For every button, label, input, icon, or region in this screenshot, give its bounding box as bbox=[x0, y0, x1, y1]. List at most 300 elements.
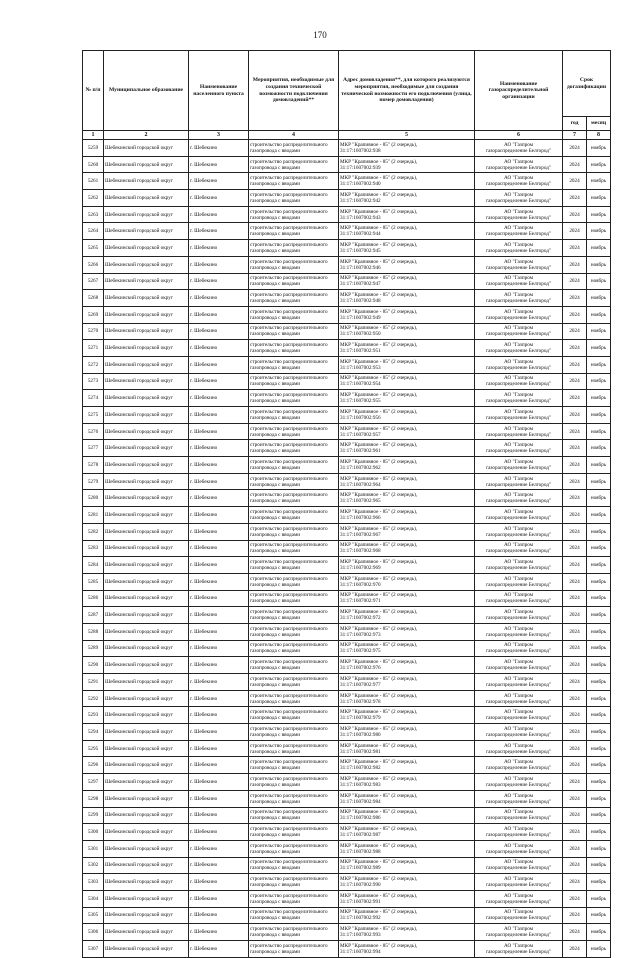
row-year: 2024 bbox=[563, 423, 587, 440]
row-activity: строительство распределительного газопровода с вводами bbox=[249, 690, 339, 707]
row-number: 5292 bbox=[83, 690, 104, 707]
row-number: 5270 bbox=[83, 323, 104, 340]
row-number: 5280 bbox=[83, 490, 104, 507]
row-municipality: Шебекинский городской округ bbox=[104, 707, 189, 724]
row-year: 2024 bbox=[563, 790, 587, 807]
row-org: АО "Газпром газораспределение Белгород" bbox=[475, 523, 563, 540]
table-row bbox=[83, 874, 611, 891]
row-activity: строительство распределительного газопровода с вводами bbox=[249, 924, 339, 941]
row-municipality: Шебекинский городской округ bbox=[104, 190, 189, 207]
row-number: 5300 bbox=[83, 824, 104, 841]
row-number: 5302 bbox=[83, 857, 104, 874]
table-row bbox=[83, 774, 611, 791]
row-month: ноябрь bbox=[587, 774, 611, 791]
table-row bbox=[83, 740, 611, 757]
row-activity: строительство распределительного газопровода с вводами bbox=[249, 790, 339, 807]
table-row bbox=[83, 590, 611, 607]
row-municipality: Шебекинский городской округ bbox=[104, 423, 189, 440]
row-org: АО "Газпром газораспределение Белгород" bbox=[475, 156, 563, 173]
row-org: АО "Газпром газораспределение Белгород" bbox=[475, 273, 563, 290]
row-locality: г. Шебекино bbox=[189, 523, 249, 540]
row-locality: г. Шебекино bbox=[189, 657, 249, 674]
row-org: АО "Газпром газораспределение Белгород" bbox=[475, 140, 563, 157]
header-locality: Наименование населенного пункта bbox=[189, 51, 249, 131]
row-year: 2024 bbox=[563, 924, 587, 941]
row-address: МКР "Крапивное - 85" (2 очередь), 31:17:1607002:987 bbox=[339, 824, 475, 841]
row-locality: г. Шебекино bbox=[189, 790, 249, 807]
row-month: ноябрь bbox=[587, 223, 611, 240]
row-activity: строительство распределительного газопровода с вводами bbox=[249, 707, 339, 724]
header-address: Адрес домовладения**, для которого реализуются мероприятия, необходимые для создания технической возможности его подключения (улица, номер домовладения) bbox=[339, 51, 475, 131]
row-year: 2024 bbox=[563, 824, 587, 841]
row-activity: строительство распределительного газопровода с вводами bbox=[249, 557, 339, 574]
row-year: 2024 bbox=[563, 373, 587, 390]
row-locality: г. Шебекино bbox=[189, 590, 249, 607]
row-year: 2024 bbox=[563, 807, 587, 824]
header-deadline: Срок догазификации bbox=[563, 51, 611, 117]
row-month: ноябрь bbox=[587, 273, 611, 290]
row-month: ноябрь bbox=[587, 473, 611, 490]
row-year: 2024 bbox=[563, 874, 587, 891]
row-number: 5278 bbox=[83, 457, 104, 474]
row-activity: строительство распределительного газопровода с вводами bbox=[249, 373, 339, 390]
row-municipality: Шебекинский городской округ bbox=[104, 857, 189, 874]
row-activity: строительство распределительного газопровода с вводами bbox=[249, 840, 339, 857]
row-number: 5297 bbox=[83, 774, 104, 791]
table-row bbox=[83, 707, 611, 724]
row-number: 5295 bbox=[83, 740, 104, 757]
row-month: ноябрь bbox=[587, 890, 611, 907]
row-locality: г. Шебекино bbox=[189, 707, 249, 724]
row-year: 2024 bbox=[563, 573, 587, 590]
row-month: ноябрь bbox=[587, 423, 611, 440]
row-number: 5263 bbox=[83, 206, 104, 223]
row-month: ноябрь bbox=[587, 190, 611, 207]
row-activity: строительство распределительного газопровода с вводами bbox=[249, 407, 339, 424]
row-month: ноябрь bbox=[587, 941, 611, 958]
row-activity: строительство распределительного газопровода с вводами bbox=[249, 490, 339, 507]
row-locality: г. Шебекино bbox=[189, 240, 249, 257]
row-address: МКР "Крапивное - 85" (2 очередь), 31:17:1607002:945 bbox=[339, 240, 475, 257]
row-municipality: Шебекинский городской округ bbox=[104, 273, 189, 290]
row-municipality: Шебекинский городской округ bbox=[104, 924, 189, 941]
row-locality: г. Шебекино bbox=[189, 457, 249, 474]
row-number: 5303 bbox=[83, 874, 104, 891]
row-municipality: Шебекинский городской округ bbox=[104, 557, 189, 574]
row-locality: г. Шебекино bbox=[189, 140, 249, 157]
row-month: ноябрь bbox=[587, 390, 611, 407]
table-row bbox=[83, 390, 611, 407]
row-year: 2024 bbox=[563, 457, 587, 474]
row-address: МКР "Крапивное - 85" (2 очередь), 31:17:1607002:943 bbox=[339, 206, 475, 223]
header-no: № п/п bbox=[83, 51, 104, 131]
row-number: 5264 bbox=[83, 223, 104, 240]
table-row bbox=[83, 440, 611, 457]
row-month: ноябрь bbox=[587, 507, 611, 524]
row-activity: строительство распределительного газопровода с вводами bbox=[249, 774, 339, 791]
row-activity: строительство распределительного газопровода с вводами bbox=[249, 440, 339, 457]
row-locality: г. Шебекино bbox=[189, 407, 249, 424]
row-municipality: Шебекинский городской округ bbox=[104, 824, 189, 841]
table-row bbox=[83, 941, 611, 958]
row-municipality: Шебекинский городской округ bbox=[104, 790, 189, 807]
table-row bbox=[83, 924, 611, 941]
row-activity: строительство распределительного газопровода с вводами bbox=[249, 623, 339, 640]
row-locality: г. Шебекино bbox=[189, 473, 249, 490]
table-row bbox=[83, 757, 611, 774]
table-row bbox=[83, 473, 611, 490]
row-locality: г. Шебекино bbox=[189, 573, 249, 590]
row-activity: строительство распределительного газопровода с вводами bbox=[249, 473, 339, 490]
row-address: МКР "Крапивное - 85" (2 очередь), 31:17:1607002:940 bbox=[339, 173, 475, 190]
row-address: МКР "Крапивное - 85" (2 очередь), 31:17:1607002:961 bbox=[339, 440, 475, 457]
row-address: МКР "Крапивное - 85" (2 очередь), 31:17:1607002:984 bbox=[339, 790, 475, 807]
row-month: ноябрь bbox=[587, 256, 611, 273]
row-org: АО "Газпром газораспределение Белгород" bbox=[475, 573, 563, 590]
row-locality: г. Шебекино bbox=[189, 356, 249, 373]
row-number: 5277 bbox=[83, 440, 104, 457]
row-org: АО "Газпром газораспределение Белгород" bbox=[475, 356, 563, 373]
row-org: АО "Газпром газораспределение Белгород" bbox=[475, 407, 563, 424]
row-month: ноябрь bbox=[587, 657, 611, 674]
row-number: 5306 bbox=[83, 924, 104, 941]
row-locality: г. Шебекино bbox=[189, 306, 249, 323]
row-address: МКР "Крапивное - 85" (2 очередь), 31:17:1607002:966 bbox=[339, 507, 475, 524]
header-year: год bbox=[563, 117, 587, 131]
row-address: МКР "Крапивное - 85" (2 очередь), 31:17:1607002:938 bbox=[339, 140, 475, 157]
row-locality: г. Шебекино bbox=[189, 390, 249, 407]
row-locality: г. Шебекино bbox=[189, 907, 249, 924]
row-activity: строительство распределительного газопровода с вводами bbox=[249, 140, 339, 157]
row-address: МКР "Крапивное - 85" (2 очередь), 31:17:1607002:971 bbox=[339, 590, 475, 607]
row-municipality: Шебекинский городской округ bbox=[104, 757, 189, 774]
row-month: ноябрь bbox=[587, 240, 611, 257]
table-row bbox=[83, 657, 611, 674]
row-org: АО "Газпром газораспределение Белгород" bbox=[475, 290, 563, 307]
row-address: МКР "Крапивное - 85" (2 очередь), 31:17:1607002:956 bbox=[339, 407, 475, 424]
row-municipality: Шебекинский городской округ bbox=[104, 907, 189, 924]
row-address: МКР "Крапивное - 85" (2 очередь), 31:17:1607002:978 bbox=[339, 690, 475, 707]
row-number: 5272 bbox=[83, 356, 104, 373]
row-address: МКР "Крапивное - 85" (2 очередь), 31:17:1607002:982 bbox=[339, 757, 475, 774]
row-address: МКР "Крапивное - 85" (2 очередь), 31:17:1607002:947 bbox=[339, 273, 475, 290]
row-year: 2024 bbox=[563, 440, 587, 457]
row-locality: г. Шебекино bbox=[189, 290, 249, 307]
row-municipality: Шебекинский городской округ bbox=[104, 941, 189, 958]
row-org: АО "Газпром газораспределение Белгород" bbox=[475, 690, 563, 707]
table-row bbox=[83, 640, 611, 657]
row-year: 2024 bbox=[563, 674, 587, 691]
row-month: ноябрь bbox=[587, 306, 611, 323]
row-municipality: Шебекинский городской округ bbox=[104, 173, 189, 190]
row-org: АО "Газпром газораспределение Белгород" bbox=[475, 807, 563, 824]
row-month: ноябрь bbox=[587, 690, 611, 707]
row-number: 5265 bbox=[83, 240, 104, 257]
table-row bbox=[83, 323, 611, 340]
row-month: ноябрь bbox=[587, 407, 611, 424]
table-row bbox=[83, 256, 611, 273]
table-row bbox=[83, 340, 611, 357]
row-address: МКР "Крапивное - 85" (2 очередь), 31:17:1607002:949 bbox=[339, 306, 475, 323]
row-address: МКР "Крапивное - 85" (2 очередь), 31:17:1607002:970 bbox=[339, 573, 475, 590]
row-org: АО "Газпром газораспределение Белгород" bbox=[475, 173, 563, 190]
row-org: АО "Газпром газораспределение Белгород" bbox=[475, 924, 563, 941]
row-month: ноябрь bbox=[587, 156, 611, 173]
row-activity: строительство распределительного газопровода с вводами bbox=[249, 590, 339, 607]
row-org: АО "Газпром газораспределение Белгород" bbox=[475, 306, 563, 323]
row-year: 2024 bbox=[563, 707, 587, 724]
table-row bbox=[83, 573, 611, 590]
row-month: ноябрь bbox=[587, 924, 611, 941]
row-org: АО "Газпром газораспределение Белгород" bbox=[475, 674, 563, 691]
row-year: 2024 bbox=[563, 273, 587, 290]
row-org: АО "Газпром газораспределение Белгород" bbox=[475, 607, 563, 624]
row-month: ноябрь bbox=[587, 674, 611, 691]
row-year: 2024 bbox=[563, 323, 587, 340]
row-org: АО "Газпром газораспределение Белгород" bbox=[475, 457, 563, 474]
row-locality: г. Шебекино bbox=[189, 607, 249, 624]
row-year: 2024 bbox=[563, 240, 587, 257]
row-number: 5296 bbox=[83, 757, 104, 774]
row-locality: г. Шебекино bbox=[189, 173, 249, 190]
row-address: МКР "Крапивное - 85" (2 очередь), 31:17:1607002:989 bbox=[339, 857, 475, 874]
row-locality: г. Шебекино bbox=[189, 323, 249, 340]
table-row bbox=[83, 790, 611, 807]
row-municipality: Шебекинский городской округ bbox=[104, 373, 189, 390]
row-month: ноябрь bbox=[587, 356, 611, 373]
row-locality: г. Шебекино bbox=[189, 623, 249, 640]
row-month: ноябрь bbox=[587, 540, 611, 557]
row-number: 5269 bbox=[83, 306, 104, 323]
table-row bbox=[83, 607, 611, 624]
row-year: 2024 bbox=[563, 757, 587, 774]
row-address: МКР "Крапивное - 85" (2 очередь), 31:17:1607002:994 bbox=[339, 941, 475, 958]
row-year: 2024 bbox=[563, 523, 587, 540]
row-address: МКР "Крапивное - 85" (2 очередь), 31:17:1607002:975 bbox=[339, 640, 475, 657]
row-org: АО "Газпром газораспределение Белгород" bbox=[475, 490, 563, 507]
table-row bbox=[83, 674, 611, 691]
row-org: АО "Газпром газораспределение Белгород" bbox=[475, 423, 563, 440]
row-month: ноябрь bbox=[587, 557, 611, 574]
row-address: МКР "Крапивное - 85" (2 очередь), 31:17:1607002:988 bbox=[339, 840, 475, 857]
row-month: ноябрь bbox=[587, 790, 611, 807]
row-municipality: Шебекинский городской округ bbox=[104, 340, 189, 357]
table-row bbox=[83, 890, 611, 907]
row-address: МКР "Крапивное - 85" (2 очередь), 31:17:1607002:942 bbox=[339, 190, 475, 207]
row-number: 5271 bbox=[83, 340, 104, 357]
header-municipality: Муниципальное образование bbox=[104, 51, 189, 131]
row-org: АО "Газпром газораспределение Белгород" bbox=[475, 590, 563, 607]
row-number: 5261 bbox=[83, 173, 104, 190]
row-month: ноябрь bbox=[587, 323, 611, 340]
table-row bbox=[83, 240, 611, 257]
row-month: ноябрь bbox=[587, 724, 611, 741]
row-municipality: Шебекинский городской округ bbox=[104, 874, 189, 891]
row-org: АО "Газпром газораспределение Белгород" bbox=[475, 507, 563, 524]
row-locality: г. Шебекино bbox=[189, 206, 249, 223]
column-number: 6 bbox=[475, 131, 563, 140]
row-address: МКР "Крапивное - 85" (2 очередь), 31:17:1607002:969 bbox=[339, 557, 475, 574]
row-org: АО "Газпром газораспределение Белгород" bbox=[475, 256, 563, 273]
header-month: месяц bbox=[587, 117, 611, 131]
row-org: АО "Газпром газораспределение Белгород" bbox=[475, 824, 563, 841]
row-municipality: Шебекинский городской округ bbox=[104, 690, 189, 707]
row-number: 5299 bbox=[83, 807, 104, 824]
row-number: 5274 bbox=[83, 390, 104, 407]
table-row bbox=[83, 156, 611, 173]
row-org: АО "Газпром газораспределение Белгород" bbox=[475, 907, 563, 924]
row-year: 2024 bbox=[563, 356, 587, 373]
table-row bbox=[83, 490, 611, 507]
row-month: ноябрь bbox=[587, 857, 611, 874]
row-org: АО "Газпром газораспределение Белгород" bbox=[475, 707, 563, 724]
row-year: 2024 bbox=[563, 223, 587, 240]
row-locality: г. Шебекино bbox=[189, 857, 249, 874]
row-locality: г. Шебекино bbox=[189, 690, 249, 707]
row-org: АО "Газпром газораспределение Белгород" bbox=[475, 740, 563, 757]
row-org: АО "Газпром газораспределение Белгород" bbox=[475, 223, 563, 240]
row-municipality: Шебекинский городской округ bbox=[104, 740, 189, 757]
row-locality: г. Шебекино bbox=[189, 423, 249, 440]
row-number: 5291 bbox=[83, 674, 104, 691]
row-activity: строительство распределительного газопровода с вводами bbox=[249, 156, 339, 173]
row-org: АО "Газпром газораспределение Белгород" bbox=[475, 473, 563, 490]
row-month: ноябрь bbox=[587, 490, 611, 507]
table-row bbox=[83, 356, 611, 373]
column-number: 4 bbox=[249, 131, 339, 140]
row-year: 2024 bbox=[563, 657, 587, 674]
row-month: ноябрь bbox=[587, 907, 611, 924]
row-locality: г. Шебекино bbox=[189, 824, 249, 841]
row-locality: г. Шебекино bbox=[189, 774, 249, 791]
row-municipality: Шебекинский городской округ bbox=[104, 807, 189, 824]
table-body bbox=[83, 140, 611, 958]
table-row bbox=[83, 623, 611, 640]
table-row bbox=[83, 857, 611, 874]
row-address: МКР "Крапивное - 85" (2 очередь), 31:17:1607002:955 bbox=[339, 390, 475, 407]
row-year: 2024 bbox=[563, 407, 587, 424]
row-org: АО "Газпром газораспределение Белгород" bbox=[475, 206, 563, 223]
row-org: АО "Газпром газораспределение Белгород" bbox=[475, 190, 563, 207]
row-year: 2024 bbox=[563, 557, 587, 574]
row-activity: строительство распределительного газопровода с вводами bbox=[249, 190, 339, 207]
row-municipality: Шебекинский городской округ bbox=[104, 640, 189, 657]
row-municipality: Шебекинский городской округ bbox=[104, 223, 189, 240]
row-locality: г. Шебекино bbox=[189, 540, 249, 557]
row-org: АО "Газпром газораспределение Белгород" bbox=[475, 857, 563, 874]
row-address: МКР "Крапивное - 85" (2 очередь), 31:17:1607002:991 bbox=[339, 890, 475, 907]
row-month: ноябрь bbox=[587, 206, 611, 223]
table-row bbox=[83, 907, 611, 924]
table-row bbox=[83, 724, 611, 741]
row-month: ноябрь bbox=[587, 173, 611, 190]
row-municipality: Шебекинский городской округ bbox=[104, 890, 189, 907]
column-number: 7 bbox=[563, 131, 587, 140]
row-locality: г. Шебекино bbox=[189, 190, 249, 207]
row-year: 2024 bbox=[563, 540, 587, 557]
row-activity: строительство распределительного газопровода с вводами bbox=[249, 290, 339, 307]
row-year: 2024 bbox=[563, 890, 587, 907]
row-org: АО "Газпром газораспределение Белгород" bbox=[475, 390, 563, 407]
row-number: 5289 bbox=[83, 640, 104, 657]
row-number: 5281 bbox=[83, 507, 104, 524]
row-activity: строительство распределительного газопровода с вводами bbox=[249, 256, 339, 273]
row-address: МКР "Крапивное - 85" (2 очередь), 31:17:1607002:950 bbox=[339, 323, 475, 340]
row-number: 5287 bbox=[83, 607, 104, 624]
row-municipality: Шебекинский городской округ bbox=[104, 473, 189, 490]
row-address: МКР "Крапивное - 85" (2 очередь), 31:17:1607002:993 bbox=[339, 924, 475, 941]
row-month: ноябрь bbox=[587, 757, 611, 774]
row-address: МКР "Крапивное - 85" (2 очередь), 31:17:1607002:977 bbox=[339, 674, 475, 691]
row-number: 5273 bbox=[83, 373, 104, 390]
row-number: 5262 bbox=[83, 190, 104, 207]
table-row bbox=[83, 457, 611, 474]
row-org: АО "Газпром газораспределение Белгород" bbox=[475, 340, 563, 357]
page-number: 170 bbox=[313, 30, 327, 40]
table-row bbox=[83, 523, 611, 540]
row-address: МКР "Крапивное - 85" (2 очередь), 31:17:1607002:979 bbox=[339, 707, 475, 724]
row-municipality: Шебекинский городской округ bbox=[104, 607, 189, 624]
row-year: 2024 bbox=[563, 607, 587, 624]
table-row bbox=[83, 273, 611, 290]
row-activity: строительство распределительного газопровода с вводами bbox=[249, 390, 339, 407]
row-locality: г. Шебекино bbox=[189, 340, 249, 357]
row-locality: г. Шебекино bbox=[189, 674, 249, 691]
row-address: МКР "Крапивное - 85" (2 очередь), 31:17:1607002:981 bbox=[339, 740, 475, 757]
row-activity: строительство распределительного газопровода с вводами bbox=[249, 356, 339, 373]
header-org: Наименование газораспределительной организации bbox=[475, 51, 563, 131]
row-year: 2024 bbox=[563, 623, 587, 640]
row-activity: строительство распределительного газопровода с вводами bbox=[249, 340, 339, 357]
row-year: 2024 bbox=[563, 590, 587, 607]
row-address: МКР "Крапивное - 85" (2 очередь), 31:17:1607002:972 bbox=[339, 607, 475, 624]
row-activity: строительство распределительного газопровода с вводами bbox=[249, 240, 339, 257]
row-activity: строительство распределительного газопровода с вводами bbox=[249, 890, 339, 907]
row-year: 2024 bbox=[563, 507, 587, 524]
row-org: АО "Газпром газораспределение Белгород" bbox=[475, 790, 563, 807]
row-org: АО "Газпром газораспределение Белгород" bbox=[475, 440, 563, 457]
row-activity: строительство распределительного газопровода с вводами bbox=[249, 523, 339, 540]
row-month: ноябрь bbox=[587, 623, 611, 640]
row-municipality: Шебекинский городской округ bbox=[104, 323, 189, 340]
row-org: АО "Газпром газораспределение Белгород" bbox=[475, 373, 563, 390]
row-locality: г. Шебекино bbox=[189, 273, 249, 290]
column-number: 3 bbox=[189, 131, 249, 140]
row-address: МКР "Крапивное - 85" (2 очередь), 31:17:1607002:953 bbox=[339, 356, 475, 373]
table-row bbox=[83, 206, 611, 223]
row-number: 5266 bbox=[83, 256, 104, 273]
table-row bbox=[83, 507, 611, 524]
row-activity: строительство распределительного газопровода с вводами bbox=[249, 206, 339, 223]
row-municipality: Шебекинский городской округ bbox=[104, 540, 189, 557]
row-municipality: Шебекинский городской округ bbox=[104, 140, 189, 157]
table-row bbox=[83, 423, 611, 440]
header-activities: Мероприятия, необходимые для создания технической возможности подключения домовладений** bbox=[249, 51, 339, 131]
row-municipality: Шебекинский городской округ bbox=[104, 306, 189, 323]
row-month: ноябрь bbox=[587, 573, 611, 590]
gasification-table bbox=[82, 50, 611, 958]
row-address: МКР "Крапивное - 85" (2 очередь), 31:17:1607002:939 bbox=[339, 156, 475, 173]
row-activity: строительство распределительного газопровода с вводами bbox=[249, 540, 339, 557]
table-row bbox=[83, 373, 611, 390]
row-activity: строительство распределительного газопровода с вводами bbox=[249, 941, 339, 958]
column-number: 2 bbox=[104, 131, 189, 140]
row-year: 2024 bbox=[563, 774, 587, 791]
row-municipality: Шебекинский городской округ bbox=[104, 390, 189, 407]
row-municipality: Шебекинский городской округ bbox=[104, 206, 189, 223]
row-year: 2024 bbox=[563, 206, 587, 223]
row-number: 5286 bbox=[83, 590, 104, 607]
